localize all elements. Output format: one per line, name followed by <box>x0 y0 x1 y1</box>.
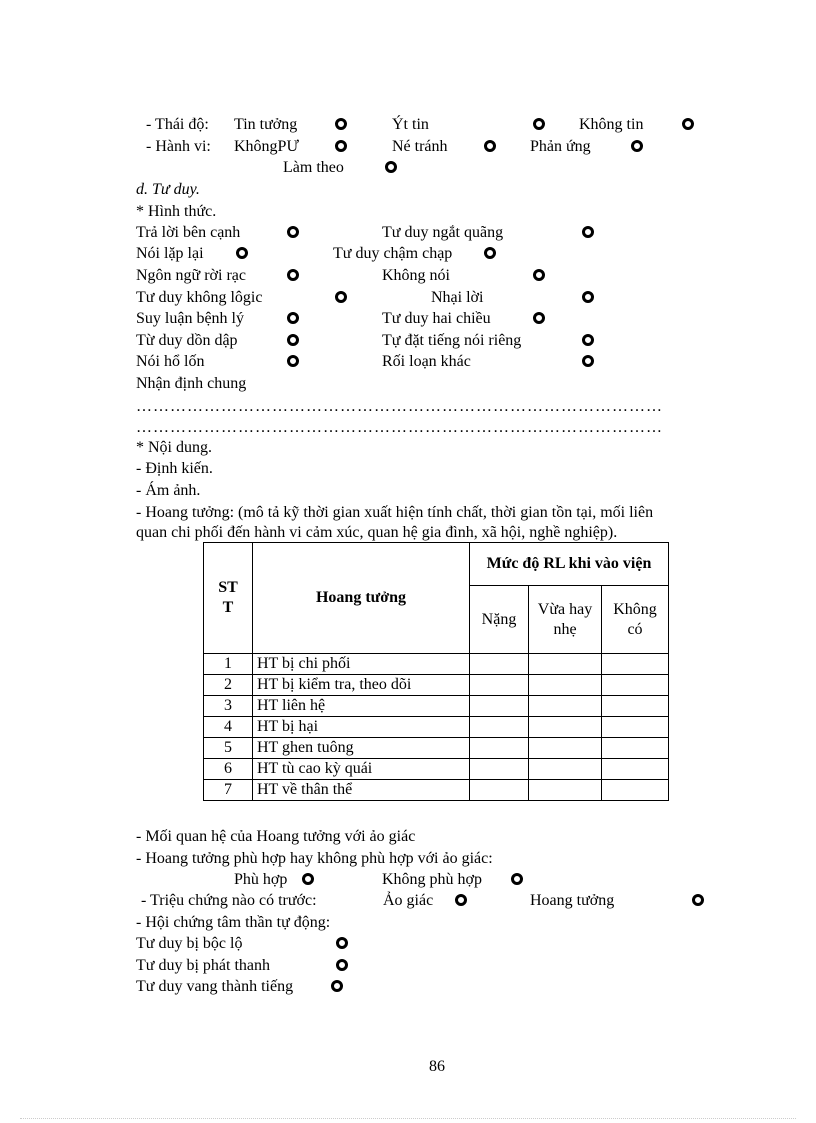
row-cell-moderate[interactable] <box>529 738 602 759</box>
fit-option-yes-label: Phù hợp <box>234 871 288 888</box>
fit-option-no-radio[interactable] <box>511 873 523 885</box>
row-cell-none[interactable] <box>602 717 669 738</box>
form-item-radio[interactable] <box>582 334 594 346</box>
delusion-table <box>203 542 669 801</box>
table-header-stt: ST T <box>204 543 253 654</box>
row-cell-none[interactable] <box>602 654 669 675</box>
behavior-option-no-reaction-label: KhôngPƯ <box>234 138 299 155</box>
form-item-label: Tư duy ngắt quãng <box>382 224 504 241</box>
table-subheader: Không có <box>602 586 669 654</box>
delusion-intro-line-2: quan chi phối đến hành vi cảm xúc, quan hệ gia đình, xã hội, nghề nghiệp). <box>136 524 618 541</box>
table-subheader: Vừa hay nhẹ <box>529 586 602 654</box>
first-symptom-hallucination-radio[interactable] <box>455 894 467 906</box>
row-cell-none[interactable] <box>602 738 669 759</box>
table-row <box>204 696 669 717</box>
dotted-answer-line[interactable]: ………………………………………………………………………………… <box>136 398 663 415</box>
row-cell-severe[interactable] <box>470 696 529 717</box>
table-row <box>204 738 669 759</box>
table-row <box>204 717 669 738</box>
relation-line: - Mối quan hệ của Hoang tưởng với ảo giác <box>136 828 416 845</box>
content-heading: * Nội dung. <box>136 439 212 456</box>
row-cell-moderate[interactable] <box>529 717 602 738</box>
row-cell-severe[interactable] <box>470 780 529 801</box>
form-item-radio[interactable] <box>533 269 545 281</box>
form-item-label: Nói lặp lại <box>136 245 204 262</box>
row-number: 5 <box>204 738 253 759</box>
behavior-option-avoid-label: Né tránh <box>392 138 448 155</box>
row-cell-moderate[interactable] <box>529 654 602 675</box>
row-cell-none[interactable] <box>602 780 669 801</box>
thinking-heading: d. Tư duy. <box>136 181 200 198</box>
row-cell-moderate[interactable] <box>529 780 602 801</box>
attitude-label: - Thái độ: <box>146 116 209 133</box>
auto-item-label: Tư duy bị phát thanh <box>136 957 270 974</box>
attitude-option-trust-radio[interactable] <box>335 118 347 130</box>
row-delusion-name: HT bị hại <box>253 717 470 738</box>
fit-option-no-label: Không phù hợp <box>382 871 483 888</box>
fit-line: - Hoang tưởng phù hợp hay không phù hợp với ảo giác: <box>136 850 493 867</box>
auto-item-radio[interactable] <box>331 980 343 992</box>
row-cell-moderate[interactable] <box>529 759 602 780</box>
row-delusion-name: HT bị chi phối <box>253 654 470 675</box>
form-item-radio[interactable] <box>287 334 299 346</box>
form-item-radio[interactable] <box>287 355 299 367</box>
content-item: - Ám ảnh. <box>136 482 201 499</box>
row-number: 2 <box>204 675 253 696</box>
form-heading: * Hình thức. <box>136 203 217 220</box>
attitude-option-little-trust-radio[interactable] <box>533 118 545 130</box>
form-item-label: Tư duy hai chiều <box>382 310 491 327</box>
form-item-label: Không nói <box>382 267 450 284</box>
row-cell-none[interactable] <box>602 759 669 780</box>
row-cell-none[interactable] <box>602 696 669 717</box>
behavior-option-follow-label: Làm theo <box>283 159 344 176</box>
table-row <box>204 654 669 675</box>
behavior-option-avoid-radio[interactable] <box>484 140 496 152</box>
row-cell-severe[interactable] <box>470 675 529 696</box>
row-delusion-name: HT tù cao kỳ quái <box>253 759 470 780</box>
form-item-label: Nói hổ lốn <box>136 353 205 370</box>
form-item-label: Từ duy dồn dập <box>136 332 238 349</box>
delusion-intro-line-1: - Hoang tưởng: (mô tả kỹ thời gian xuất hiện tính chất, thời gian tồn tại, mối liên <box>136 504 654 521</box>
attitude-option-trust-label: Tin tưởng <box>234 116 298 133</box>
form-item-label: Rối loạn khác <box>382 353 471 370</box>
form-item-radio[interactable] <box>236 247 248 259</box>
behavior-option-react-radio[interactable] <box>631 140 643 152</box>
dotted-answer-line[interactable]: ………………………………………………………………………………… <box>136 419 663 436</box>
first-symptom-hallucination-label: Ảo giác <box>383 892 434 909</box>
table-row <box>204 675 669 696</box>
form-item-label: Nhại lời <box>431 289 484 306</box>
auto-item-radio[interactable] <box>336 959 348 971</box>
content-item: - Định kiến. <box>136 460 213 477</box>
attitude-option-no-trust-label: Không tin <box>579 116 644 133</box>
form-item-radio[interactable] <box>287 226 299 238</box>
row-cell-severe[interactable] <box>470 759 529 780</box>
row-cell-severe[interactable] <box>470 738 529 759</box>
auto-item-label: Tư duy vang thành tiếng <box>136 978 294 995</box>
behavior-option-no-reaction-radio[interactable] <box>335 140 347 152</box>
row-delusion-name: HT ghen tuông <box>253 738 470 759</box>
form-item-radio[interactable] <box>287 312 299 324</box>
behavior-option-follow-radio[interactable] <box>385 161 397 173</box>
form-item-radio[interactable] <box>582 226 594 238</box>
form-item-radio[interactable] <box>533 312 545 324</box>
page-number: 86 <box>429 1058 445 1075</box>
form-item-label: Tự đặt tiếng nói riêng <box>382 332 522 349</box>
row-number: 3 <box>204 696 253 717</box>
row-cell-moderate[interactable] <box>529 696 602 717</box>
table-subheader: Nặng <box>470 586 529 654</box>
form-item-radio[interactable] <box>582 291 594 303</box>
table-row <box>204 759 669 780</box>
row-number: 1 <box>204 654 253 675</box>
row-delusion-name: HT về thân thể <box>253 780 470 801</box>
form-item-radio[interactable] <box>287 269 299 281</box>
form-item-label: Tư duy chậm chạp <box>333 245 453 262</box>
table-header-level: Mức độ RL khi vào viện <box>470 543 669 586</box>
general-note-label: Nhận định chung <box>136 375 247 392</box>
form-item-radio[interactable] <box>484 247 496 259</box>
row-number: 6 <box>204 759 253 780</box>
row-delusion-name: HT liên hệ <box>253 696 470 717</box>
row-cell-moderate[interactable] <box>529 675 602 696</box>
row-cell-severe[interactable] <box>470 717 529 738</box>
behavior-label: - Hành vi: <box>146 138 211 155</box>
first-symptom-delusion-label: Hoang tưởng <box>530 892 615 909</box>
bottom-divider <box>20 1118 796 1119</box>
form-item-radio[interactable] <box>582 355 594 367</box>
behavior-option-react-label: Phản ứng <box>530 138 591 155</box>
attitude-option-no-trust-radio[interactable] <box>682 118 694 130</box>
first-symptom-delusion-radio[interactable] <box>692 894 704 906</box>
auto-item-radio[interactable] <box>336 937 348 949</box>
form-item-radio[interactable] <box>335 291 347 303</box>
auto-syndrome-heading: - Hội chứng tâm thần tự động: <box>136 914 331 931</box>
form-item-label: Suy luận bệnh lý <box>136 310 244 327</box>
row-number: 7 <box>204 780 253 801</box>
fit-option-yes-radio[interactable] <box>302 873 314 885</box>
form-item-label: Tư duy không lôgic <box>136 289 263 306</box>
form-item-label: Trả lời bên cạnh <box>136 224 241 241</box>
row-cell-severe[interactable] <box>470 654 529 675</box>
table-row <box>204 780 669 801</box>
form-item-label: Ngôn ngữ rời rạc <box>136 267 246 284</box>
first-symptom-label: - Triệu chứng nào có trước: <box>141 892 317 909</box>
auto-item-label: Tư duy bị bộc lộ <box>136 935 243 952</box>
attitude-option-little-trust-label: Ýt tin <box>392 116 429 133</box>
table-header-delusion: Hoang tưởng <box>253 543 470 654</box>
row-delusion-name: HT bị kiểm tra, theo dõi <box>253 675 470 696</box>
row-cell-none[interactable] <box>602 675 669 696</box>
row-number: 4 <box>204 717 253 738</box>
